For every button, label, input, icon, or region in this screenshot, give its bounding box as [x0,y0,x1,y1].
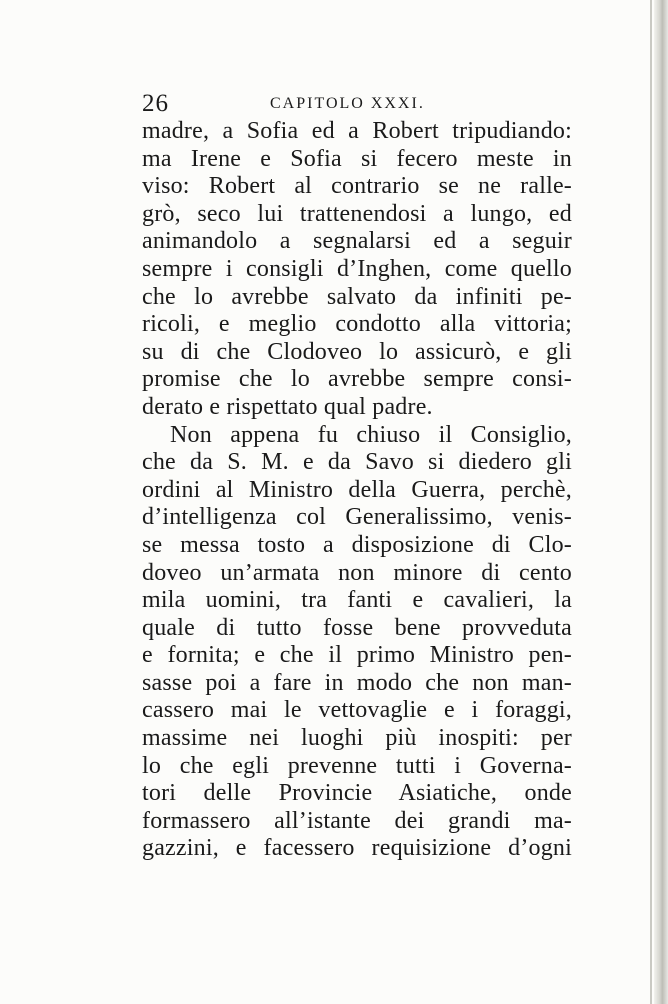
text-line: Non appena fu chiuso il Consiglio, [170,421,572,448]
body-text [142,118,572,863]
text-line: e fornita; e che il primo Ministro pen- [142,642,572,669]
text-line: lo che egli prevenne tutti i Governa- [142,752,572,779]
text-line: se messa tosto a disposizione di Clo- [142,531,572,558]
text-line: formassero all’istante dei grandi ma- [142,807,572,834]
text-line: sasse poi a fare in modo che non man- [142,669,572,696]
page-edge-shadow [654,0,668,1004]
page-number: 26 [142,90,169,117]
text-line: che da S. M. e da Savo si diedero gli [142,449,572,476]
text-line: ma Irene e Sofia si fecero meste in [142,145,572,172]
text-line: ricoli, e meglio condotto alla vittoria; [142,311,572,338]
text-line: sempre i consigli d’Inghen, come quello [142,255,572,282]
text-line: promise che lo avrebbe sempre consi- [142,366,572,393]
text-line: quale di tutto fosse bene provveduta [142,614,572,641]
text-line: doveo un’armata non minore di cento [142,559,572,586]
paragraph-2 [142,422,572,864]
text-line: grò, seco lui trattenendosi a lungo, ed [142,200,572,227]
text-line: gazzini, e facessero requisizione d’ogni [142,835,572,862]
text-line: viso: Robert al contrario se ne ralle- [142,173,572,200]
paragraph-1 [142,118,572,422]
text-line: tori delle Provincie Asiatiche, onde [142,780,572,807]
text-line: cassero mai le vettovaglie e i foraggi, [142,697,572,724]
chapter-title: CAPITOLO XXXI. [270,95,425,112]
running-header [142,90,572,120]
text-line: massime nei luoghi più inospiti: per [142,725,572,752]
text-line: derato e rispettato qual padre. [142,393,433,420]
text-line: mila uomini, tra fanti e cavalieri, la [142,587,572,614]
text-line: animandolo a segnalarsi ed a seguir [142,228,572,255]
text-line: d’intelligenza col Generalissimo, venis- [142,504,572,531]
text-line: che lo avrebbe salvato da infiniti pe- [142,283,572,310]
text-line: madre, a Sofia ed a Robert tripudiando: [142,118,572,144]
text-line: ordini al Ministro della Guerra, perchè, [142,476,572,503]
text-line: su di che Clodoveo lo assicurò, e gli [142,338,572,365]
page-gutter-line [650,0,652,1004]
